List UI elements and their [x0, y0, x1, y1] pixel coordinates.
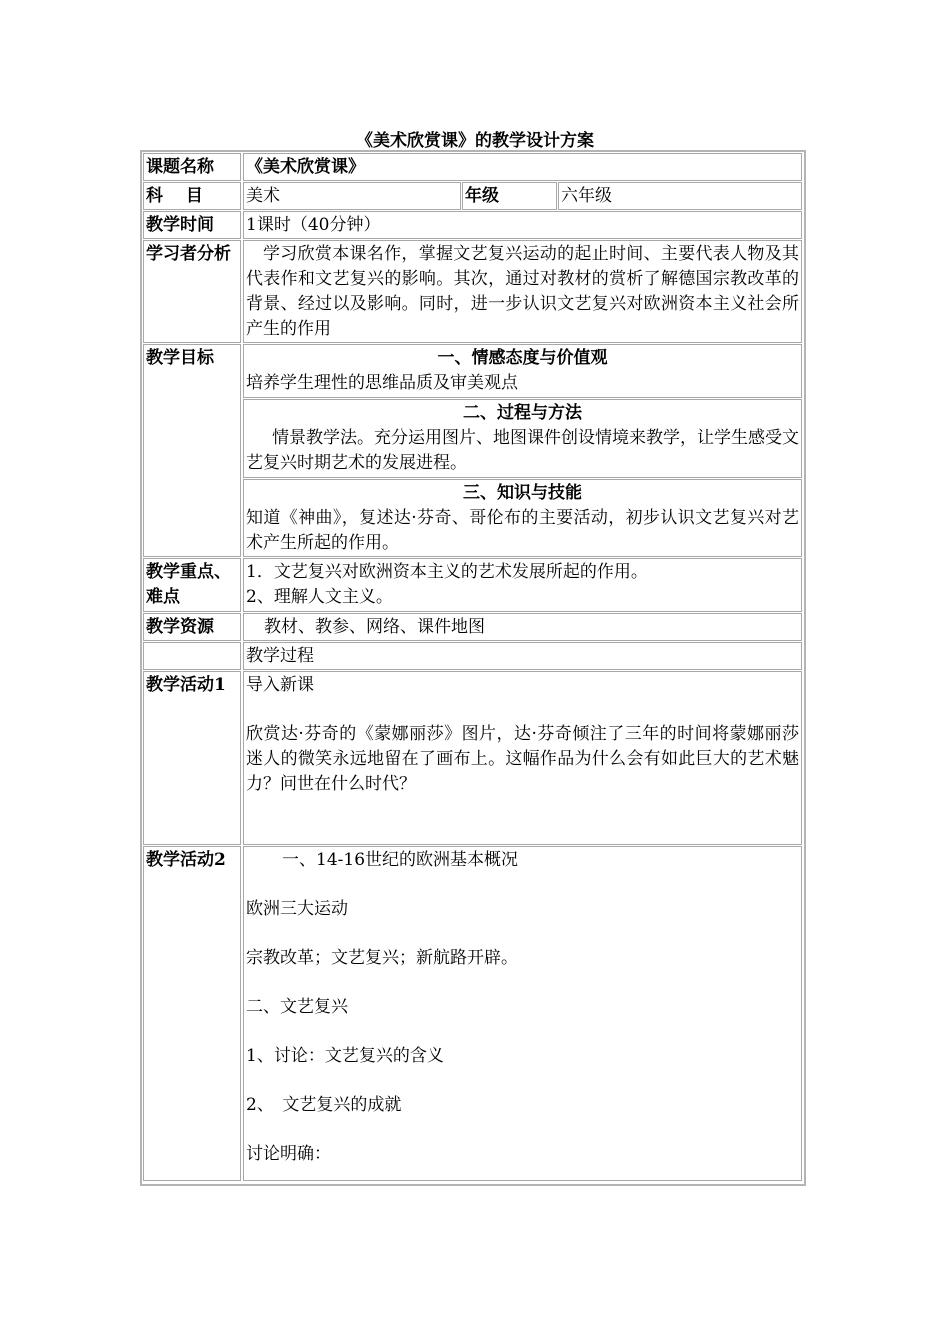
- goal-1-heading: 一、情感态度与价值观: [437, 348, 608, 368]
- process-empty-cell: [143, 642, 241, 670]
- learner-analysis-text: 学习欣赏本课名作，掌握文艺复兴运动的起止时间、主要代表人物及其代表作和文艺复兴的影响。其次，通过对教材的赏析了解德国宗教改革的背景、经过以及影响。同时，进一步认识文艺复兴对欧洲资本主义社会所产生的作用: [246, 244, 799, 339]
- activity-1-content: [243, 671, 802, 845]
- subject-value: 美术: [243, 182, 461, 210]
- key-points-cell: [243, 558, 802, 612]
- goal-1-text: 培养学生理性的思维品质及审美观点: [246, 373, 518, 393]
- activity-1-paragraph: 欣赏达·芬奇的《蒙娜丽莎》图片，达·芬奇倾注了三年的时间将蒙娜丽莎迷人的微笑永远地留在了画布上。这幅作品为什么会有如此巨大的艺术魅力？问世在什么时代？: [246, 724, 799, 794]
- goal-2-heading: 二、过程与方法: [463, 403, 582, 423]
- subject-label: 科 目: [143, 182, 241, 210]
- key-point-1: 1．文艺复兴对欧洲资本主义的艺术发展所起的作用。: [246, 562, 648, 582]
- process-header: 教学过程: [243, 642, 802, 670]
- goal-section-3: [243, 479, 802, 557]
- activity-2-content: [243, 846, 802, 1181]
- activity-2-line: 讨论明确：: [246, 1144, 331, 1164]
- goal-section-2: [243, 399, 802, 478]
- resources-label: 教学资源: [143, 613, 241, 641]
- teaching-goals-label: 教学目标: [143, 344, 241, 557]
- resources-value: 教材、教参、网络、课件地图: [243, 613, 802, 641]
- learner-analysis-label: 学习者分析: [143, 240, 241, 343]
- activity-2-line: 一、14-16世纪的欧洲基本概况: [282, 850, 519, 870]
- activity-2-line: 2、 文艺复兴的成就: [246, 1095, 402, 1115]
- activity-2-label: 教学活动2: [143, 846, 241, 1181]
- activity-2-line: 宗教改革；文艺复兴；新航路开辟。: [246, 948, 518, 968]
- activity-1-label: 教学活动1: [143, 671, 241, 845]
- course-name-label: 课题名称: [143, 153, 241, 181]
- activity-2-line: 二、文艺复兴: [246, 997, 348, 1017]
- goal-section-1: [243, 344, 802, 398]
- course-name-value: 《美术欣赏课》: [243, 153, 802, 181]
- goal-3-text: 知道《神曲》，复述达·芬奇、哥伦布的主要活动，初步认识文艺复兴对艺术产生所起的作用。: [246, 508, 799, 553]
- teaching-time-value: 1课时（40分钟）: [243, 211, 802, 239]
- teaching-time-label: 教学时间: [143, 211, 241, 239]
- grade-label: 年级: [462, 182, 557, 210]
- key-point-2: 2、理解人文主义。: [246, 587, 393, 607]
- activity-2-line: 1、讨论：文艺复兴的含义: [246, 1046, 444, 1066]
- key-points-label: 教学重点、难点: [143, 558, 241, 612]
- activity-1-intro: 导入新课: [246, 675, 314, 695]
- goal-2-text: 情景教学法。充分运用图片、地图课件创设情境来教学，让学生感受文艺复兴时期艺术的发展进程。: [246, 428, 799, 473]
- activity-2-line: 欧洲三大运动: [246, 899, 348, 919]
- goal-3-heading: 三、知识与技能: [463, 483, 582, 503]
- document-title: 《美术欣赏课》的教学设计方案: [356, 131, 594, 151]
- grade-value: 六年级: [558, 182, 802, 210]
